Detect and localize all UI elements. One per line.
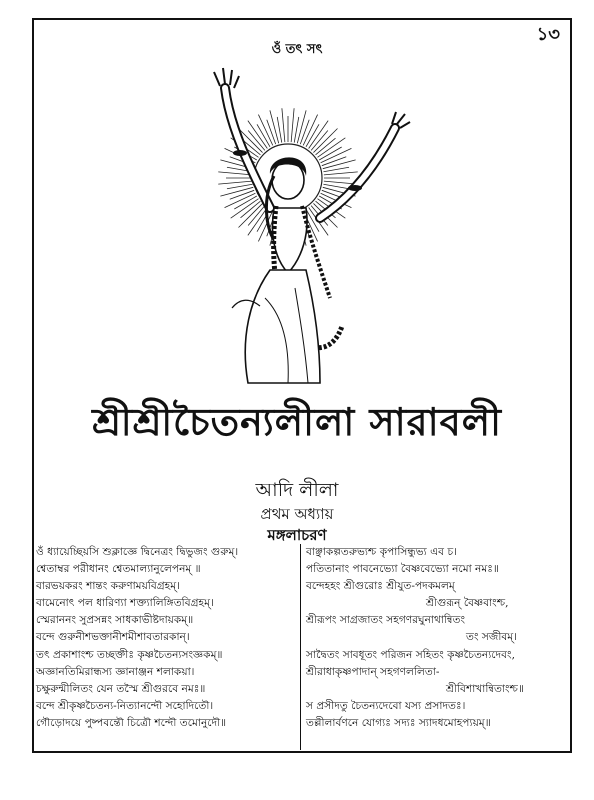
verse-line: বামেনোৎ পল ধারিণ্যা শক্ত্যালিঙ্গিতবিগ্রহম্। [36, 597, 214, 610]
verse-line: বন্দেহহং শ্রীগুরোঃ শ্রীযুত-পদকমলম্ [306, 580, 455, 593]
verse-line: শ্রীরাধাকৃষ্ণপাদান্ সহগণললিতা- [306, 665, 440, 678]
verse-line: শ্বেতাম্বর পরীধানং শ্বেতমাল্যানুলেপনম্ ॥ [36, 563, 201, 576]
verse-line: শ্রীবিশাখান্বিতাংশ্চ॥ [446, 682, 524, 695]
verse-line: শ্রীরূপং সাগ্রজাতং সহগণরঘুনাথান্বিতং [306, 614, 466, 627]
verse-line: ওঁ ধ্যায়েচ্ছিয়সি শুক্লাজ্ঞে দ্বিনেত্রং দ্বিভুজং গুরুম্। [36, 546, 239, 558]
verse-line: অজ্ঞানতিমিরান্ধস্য জ্ঞানাঞ্জন শলাকয়া। [36, 665, 195, 678]
verse-line: বাঞ্ছাকল্পতরুভ্যশ্চ কৃপাসিন্ধুভ্য এব চ। [306, 546, 457, 558]
verse-line: গৌড়োদয়ে পুষ্পবন্তৌ চিত্রৌ শন্দৌ তমোনুদৌ॥ [36, 716, 227, 729]
verse-line: স্মেরাননং সুপ্রসন্নং সাধকাভীষ্টদায়কম্॥ [36, 614, 194, 627]
chapter-title: প্রথম অধ্যায় [260, 505, 334, 523]
verse-line: বন্দে শ্রীকৃষ্ণচৈতন্য-নিত্যানন্দৌ সহোদিতৌ। [36, 699, 214, 712]
verse-line: স প্রসীদতু চৈতন্যদেবো যস্য প্রসাদতঃ। [306, 699, 466, 712]
verse-line: বারভয়করং শান্তং করুণাময়বিগ্রহম্। [36, 580, 180, 593]
right-verse-column [306, 544, 568, 732]
page-number: ১৩ [536, 24, 560, 45]
section-title: আদি লীলা [255, 479, 339, 501]
verse-line: পতিতানাং পাবনেভ্যো বৈষ্ণবেভ্যো নমো নমঃ॥ [306, 563, 499, 576]
book-title: শ্রীশ্রীচৈতন্যলীলা সারাবলী [92, 399, 502, 444]
verse-line: তৎ প্রকাশাংশ্চ তচ্ছক্তীঃ কৃষ্ণচৈতন্যসংজ্ঞকম্॥ [36, 648, 223, 661]
verse-line: তং সজীবম্। [466, 631, 517, 644]
verse-line: চক্ষুরুন্মীলিতং যেন তস্মৈ শ্রীগুরবে নমঃ॥ [36, 682, 206, 695]
verse-line: শ্রীগুরূন্ বৈষ্ণবাংশ্চ, [426, 597, 509, 610]
invocation-text: ওঁ তৎ সৎ [271, 42, 323, 57]
verse-columns [36, 544, 568, 750]
column-divider [300, 544, 301, 750]
verse-line: সাদ্বৈতং সাবধূতং পরিজন সহিতং কৃষ্ণচৈতন্যদেবং, [306, 648, 515, 661]
dancing-figure-illustration [170, 58, 430, 388]
heading-invocation: মঙ্গলাচরণ [267, 526, 327, 544]
verse-line: বন্দে গুরুনীশভক্তানীশমীশাবতারকান্। [36, 631, 190, 644]
verse-line: তল্লীলার্বণনে যোগ্যঃ সদ্যঃ স্যাদধমোহপ্যয়ম্॥ [306, 716, 491, 729]
left-verse-column [36, 544, 298, 732]
